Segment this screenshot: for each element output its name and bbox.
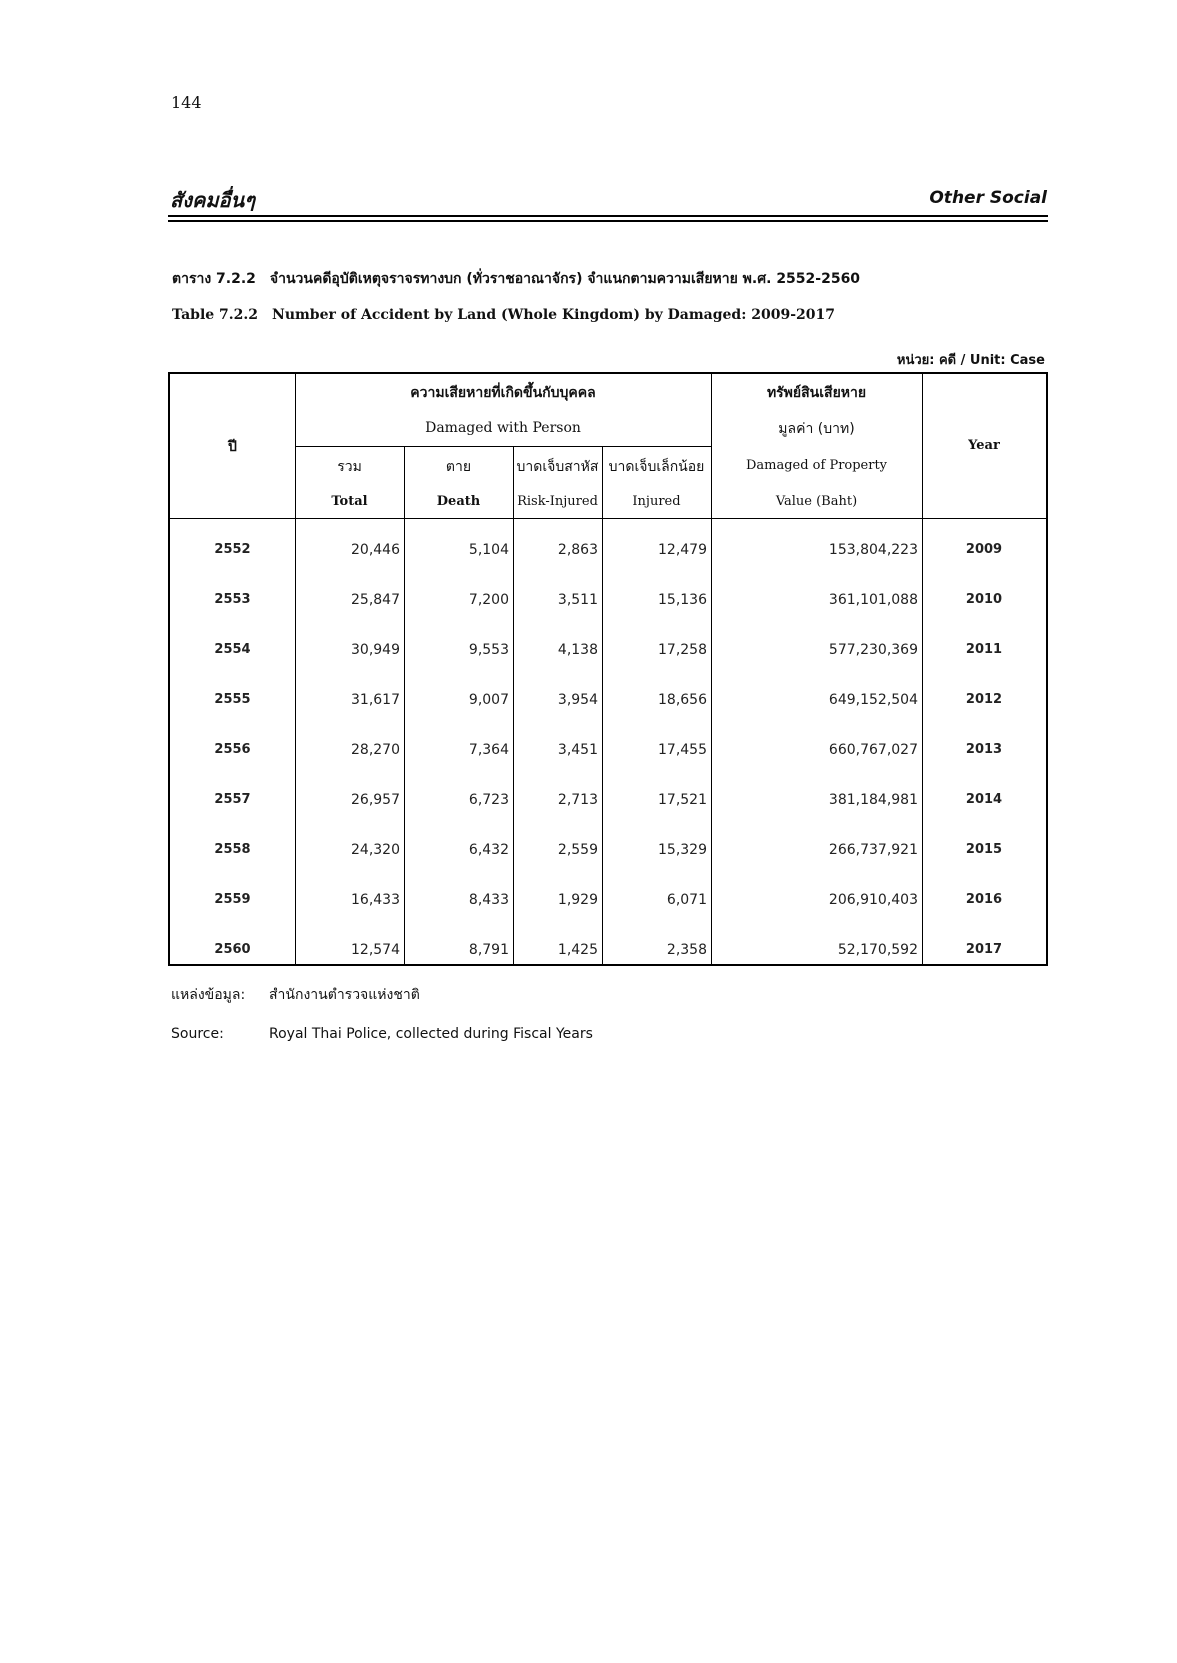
cell-risk-injured: 3,511 (557, 592, 598, 608)
header-property-thai-1: ทรัพย์สินเสียหาย (766, 385, 867, 401)
cell-death: 8,791 (468, 942, 509, 958)
cell-death: 5,104 (468, 542, 509, 558)
cell-year-english: 2010 (965, 592, 1003, 607)
cell-injured: 17,258 (658, 642, 707, 658)
cell-risk-injured: 3,451 (557, 742, 598, 758)
cell-total: 20,446 (351, 542, 400, 558)
cell-total: 25,847 (351, 592, 400, 608)
table-title-thai (172, 268, 860, 290)
cell-total: 24,320 (351, 842, 400, 858)
cell-year-thai: 2559 (214, 892, 251, 907)
header-total-english: Total (331, 494, 368, 509)
section-header-thai: สังคมอื่นๆ (170, 188, 255, 212)
cell-year-english: 2014 (965, 792, 1003, 807)
header-death-english: Death (436, 494, 481, 509)
header-risk-english: Risk-Injured (517, 494, 598, 509)
header-divider (295, 446, 711, 447)
header-year-english: Year (968, 438, 1000, 453)
cell-death: 9,007 (468, 692, 509, 708)
cell-property-value: 660,767,027 (828, 742, 918, 758)
cell-death: 6,723 (468, 792, 509, 808)
cell-injured: 6,071 (666, 892, 707, 908)
header-person-thai: ความเสียหายที่เกิดขึ้นกับบุคคล (410, 385, 596, 401)
section-header-english: Other Social (929, 188, 1047, 208)
cell-year-english: 2009 (965, 542, 1003, 557)
cell-year-english: 2011 (965, 642, 1003, 657)
cell-risk-injured: 1,425 (557, 942, 598, 958)
header-person-english: Damaged with Person (425, 420, 581, 436)
cell-death: 7,200 (468, 592, 509, 608)
table-row (170, 876, 1046, 926)
cell-property-value: 361,101,088 (828, 592, 918, 608)
header-property-thai-2: มูลค่า (บาท) (778, 421, 855, 437)
cell-risk-injured: 4,138 (557, 642, 598, 658)
header-year-thai: ปี (228, 439, 237, 455)
cell-year-thai: 2558 (214, 842, 251, 857)
cell-death: 9,553 (468, 642, 509, 658)
cell-property-value: 206,910,403 (828, 892, 918, 908)
cell-death: 8,433 (468, 892, 509, 908)
cell-year-english: 2017 (965, 942, 1003, 957)
header-death-thai: ตาย (445, 459, 472, 475)
table-row (170, 776, 1046, 826)
cell-year-thai: 2554 (214, 642, 251, 657)
cell-year-thai: 2556 (214, 742, 251, 757)
table-title-english-text: Number of Accident by Land (Whole Kingdom) by Damaged: 2009-2017 (272, 307, 836, 323)
header-risk-thai: บาดเจ็บสาหัส (516, 459, 599, 475)
table-number-english: Table 7.2.2 (172, 307, 259, 323)
cell-property-value: 266,737,921 (828, 842, 918, 858)
table-row (170, 526, 1046, 576)
cell-total: 30,949 (351, 642, 400, 658)
cell-year-english: 2016 (965, 892, 1003, 907)
cell-risk-injured: 2,559 (557, 842, 598, 858)
header-rule-top (168, 215, 1048, 217)
header-injured-english: Injured (632, 494, 681, 509)
data-table (168, 372, 1048, 966)
cell-death: 7,364 (468, 742, 509, 758)
header-bottom-rule (170, 518, 1046, 519)
table-row (170, 576, 1046, 626)
cell-year-english: 2013 (965, 742, 1003, 757)
cell-risk-injured: 3,954 (557, 692, 598, 708)
table-row (170, 926, 1046, 976)
cell-risk-injured: 1,929 (557, 892, 598, 908)
cell-total: 31,617 (351, 692, 400, 708)
table-row (170, 626, 1046, 676)
cell-property-value: 577,230,369 (828, 642, 918, 658)
header-rule-bottom (168, 220, 1048, 222)
header-property-english-2: Value (Baht) (775, 494, 858, 509)
page-number: 144 (171, 93, 202, 112)
cell-injured: 2,358 (666, 942, 707, 958)
header-injured-thai: บาดเจ็บเล็กน้อย (608, 459, 705, 475)
cell-injured: 15,329 (658, 842, 707, 858)
cell-property-value: 381,184,981 (828, 792, 918, 808)
cell-total: 26,957 (351, 792, 400, 808)
cell-year-thai: 2555 (214, 692, 251, 707)
cell-year-thai: 2553 (214, 592, 251, 607)
cell-year-english: 2015 (965, 842, 1003, 857)
cell-injured: 17,455 (658, 742, 707, 758)
cell-injured: 17,521 (658, 792, 707, 808)
cell-risk-injured: 2,863 (557, 542, 598, 558)
cell-total: 12,574 (351, 942, 400, 958)
cell-property-value: 52,170,592 (837, 942, 918, 958)
table-number-thai: ตาราง 7.2.2 (172, 271, 256, 287)
header-total-thai: รวม (337, 459, 362, 475)
source-label-english: Source: (171, 1026, 224, 1042)
cell-year-thai: 2557 (214, 792, 251, 807)
cell-injured: 15,136 (658, 592, 707, 608)
cell-risk-injured: 2,713 (557, 792, 598, 808)
cell-death: 6,432 (468, 842, 509, 858)
table-row (170, 826, 1046, 876)
header-property-english-1: Damaged of Property (745, 458, 888, 473)
table-title-english (172, 307, 835, 323)
cell-year-english: 2012 (965, 692, 1003, 707)
source-value-thai: สำนักงานตำรวจแห่งชาติ (269, 987, 420, 1003)
cell-injured: 12,479 (658, 542, 707, 558)
source-label-thai: แหล่งข้อมูล: (171, 987, 246, 1003)
table-row (170, 676, 1046, 726)
cell-year-thai: 2552 (214, 542, 251, 557)
table-row (170, 726, 1046, 776)
unit-label: หน่วย: คดี / Unit: Case (896, 353, 1045, 368)
cell-year-thai: 2560 (214, 942, 251, 957)
cell-total: 16,433 (351, 892, 400, 908)
source-value-english: Royal Thai Police, collected during Fiscal Years (269, 1026, 593, 1042)
cell-total: 28,270 (351, 742, 400, 758)
cell-property-value: 649,152,504 (828, 692, 918, 708)
table-title-thai-text: จำนวนคดีอุบัติเหตุจราจรทางบก (ทั่วราชอาณาจักร) จำแนกตามความเสียหาย พ.ศ. 2552-2560 (269, 271, 861, 287)
cell-property-value: 153,804,223 (828, 542, 918, 558)
cell-injured: 18,656 (658, 692, 707, 708)
